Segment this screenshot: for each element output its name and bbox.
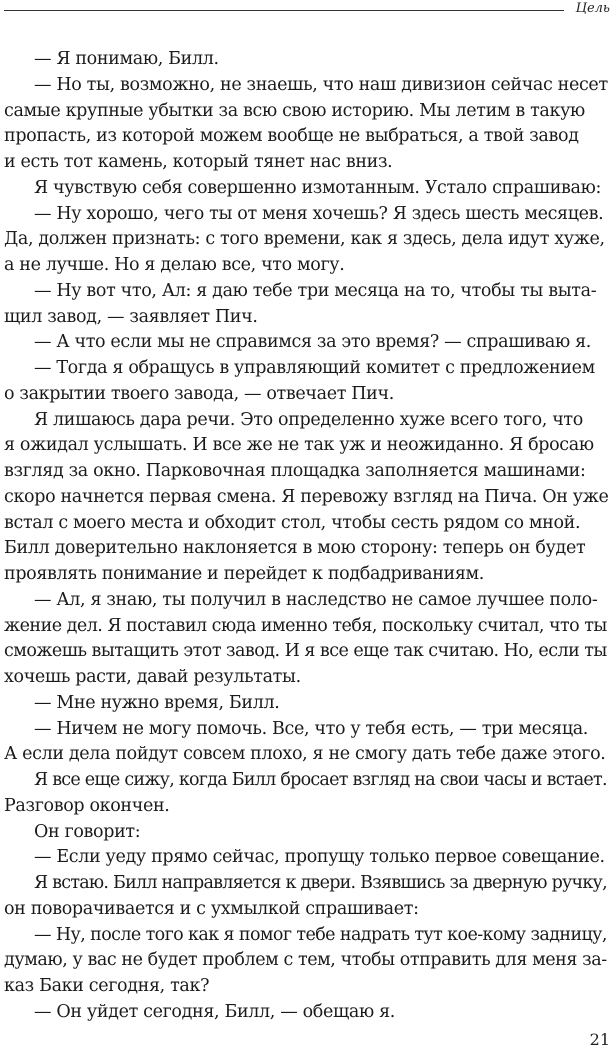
text-line: Я все еще сижу, когда Билл бросает взгляд на свои часы и встает. xyxy=(34,770,607,790)
text-line: о закрытии твоего завода, — отвечает Пич. xyxy=(4,383,394,404)
text-line: и есть тот камень, который тянет нас вниз. xyxy=(4,152,393,172)
text-line: жение дел. Я поставил сюда именно тебя, поскольку считал, что ты xyxy=(4,615,607,636)
page-number: 21 xyxy=(589,1030,610,1049)
text-line: Он говорит: xyxy=(34,821,141,842)
text-line: он поворачивается и с ухмылкой спрашивает: xyxy=(4,898,419,919)
running-head-title: Цель xyxy=(575,1,610,16)
text-line: Билл доверительно наклоняется в мою сторону: теперь он будет xyxy=(4,538,586,559)
text-line: взгляд за окно. Парковочная площадка заполняется машинами: xyxy=(4,461,586,481)
text-line: — А что если мы не справимся за это время? — спрашиваю я. xyxy=(34,332,592,353)
header-rule xyxy=(4,10,564,11)
text-line: Разговор окончен. xyxy=(4,795,170,816)
text-line: Да, должен признать: с того времени, как я здесь, дела идут хуже, xyxy=(4,229,605,250)
text-line: — Тогда я обращусь в управляющий комитет с предложением xyxy=(34,358,595,378)
text-line: Я встаю. Билл направляется к двери. Взявшись за дверную ручку, xyxy=(34,873,607,893)
text-line: А если дела пойдут совсем плохо, я не смогу дать тебе даже этого. xyxy=(4,744,606,765)
text-line: проявлять понимание и перейдет к подбадриваниям. xyxy=(4,564,485,584)
text-line: пропасть, из которой можем вообще не выбраться, а твой завод xyxy=(4,126,579,147)
text-line: самые крупные убытки за всю свою историю. Мы летим в такую xyxy=(4,100,585,121)
text-line: Я лишаюсь дара речи. Это определенно хуже всего того, что xyxy=(34,409,583,430)
text-line: каз Баки сегодня, так? xyxy=(4,976,210,996)
text-line: встал с моего места и обходит стол, чтобы сесть рядом со мной. xyxy=(4,512,581,533)
text-line: — Он уйдет сегодня, Билл, — обещаю я. xyxy=(34,1001,395,1022)
text-line: — Ну вот что, Ал: я даю тебе три месяца на то, чтобы ты выта- xyxy=(34,280,597,301)
text-line: — Ну, после того как я помог тебе надрать тут кое-кому задницу, xyxy=(34,924,607,945)
text-line: щил завод, — заявляет Пич. xyxy=(4,306,258,327)
text-line: скоро начнется первая смена. Я перевожу взгляд на Пича. Он уже xyxy=(4,486,609,507)
text-line: думаю, у вас не будет проблем с тем, чтобы отправить для меня за- xyxy=(4,950,607,971)
text-line: — Если уеду прямо сейчас, пропущу только первое совещание. xyxy=(34,847,605,868)
text-line: Я чувствую себя совершенно измотанным. Устало спрашиваю: xyxy=(34,177,602,198)
text-line: — Но ты, возможно, не знаешь, что наш дивизион сейчас несет xyxy=(34,74,608,95)
text-line: — Ну хорошо, чего ты от меня хочешь? Я здесь шесть месяцев. xyxy=(34,203,604,224)
body-text xyxy=(4,47,610,1026)
text-line: я ожидал услышать. И все же не так уж и неожиданно. Я бросаю xyxy=(4,435,594,456)
text-line: сможешь вытащить этот завод. И я все еще так считаю. Но, если ты xyxy=(4,641,607,662)
text-line: — Мне нужно время, Билл. xyxy=(34,692,280,713)
text-line: — Ал, я знаю, ты получил в наследство не самое лучшее поло- xyxy=(34,589,598,610)
text-line: — Я понимаю, Билл. xyxy=(34,49,219,69)
text-line: хочешь расти, давай результаты. xyxy=(4,667,301,687)
text-line: — Ничем не могу помочь. Все, что у тебя есть, — три месяца. xyxy=(34,718,589,739)
text-line: а не лучше. Но я делаю все, что могу. xyxy=(4,255,345,275)
